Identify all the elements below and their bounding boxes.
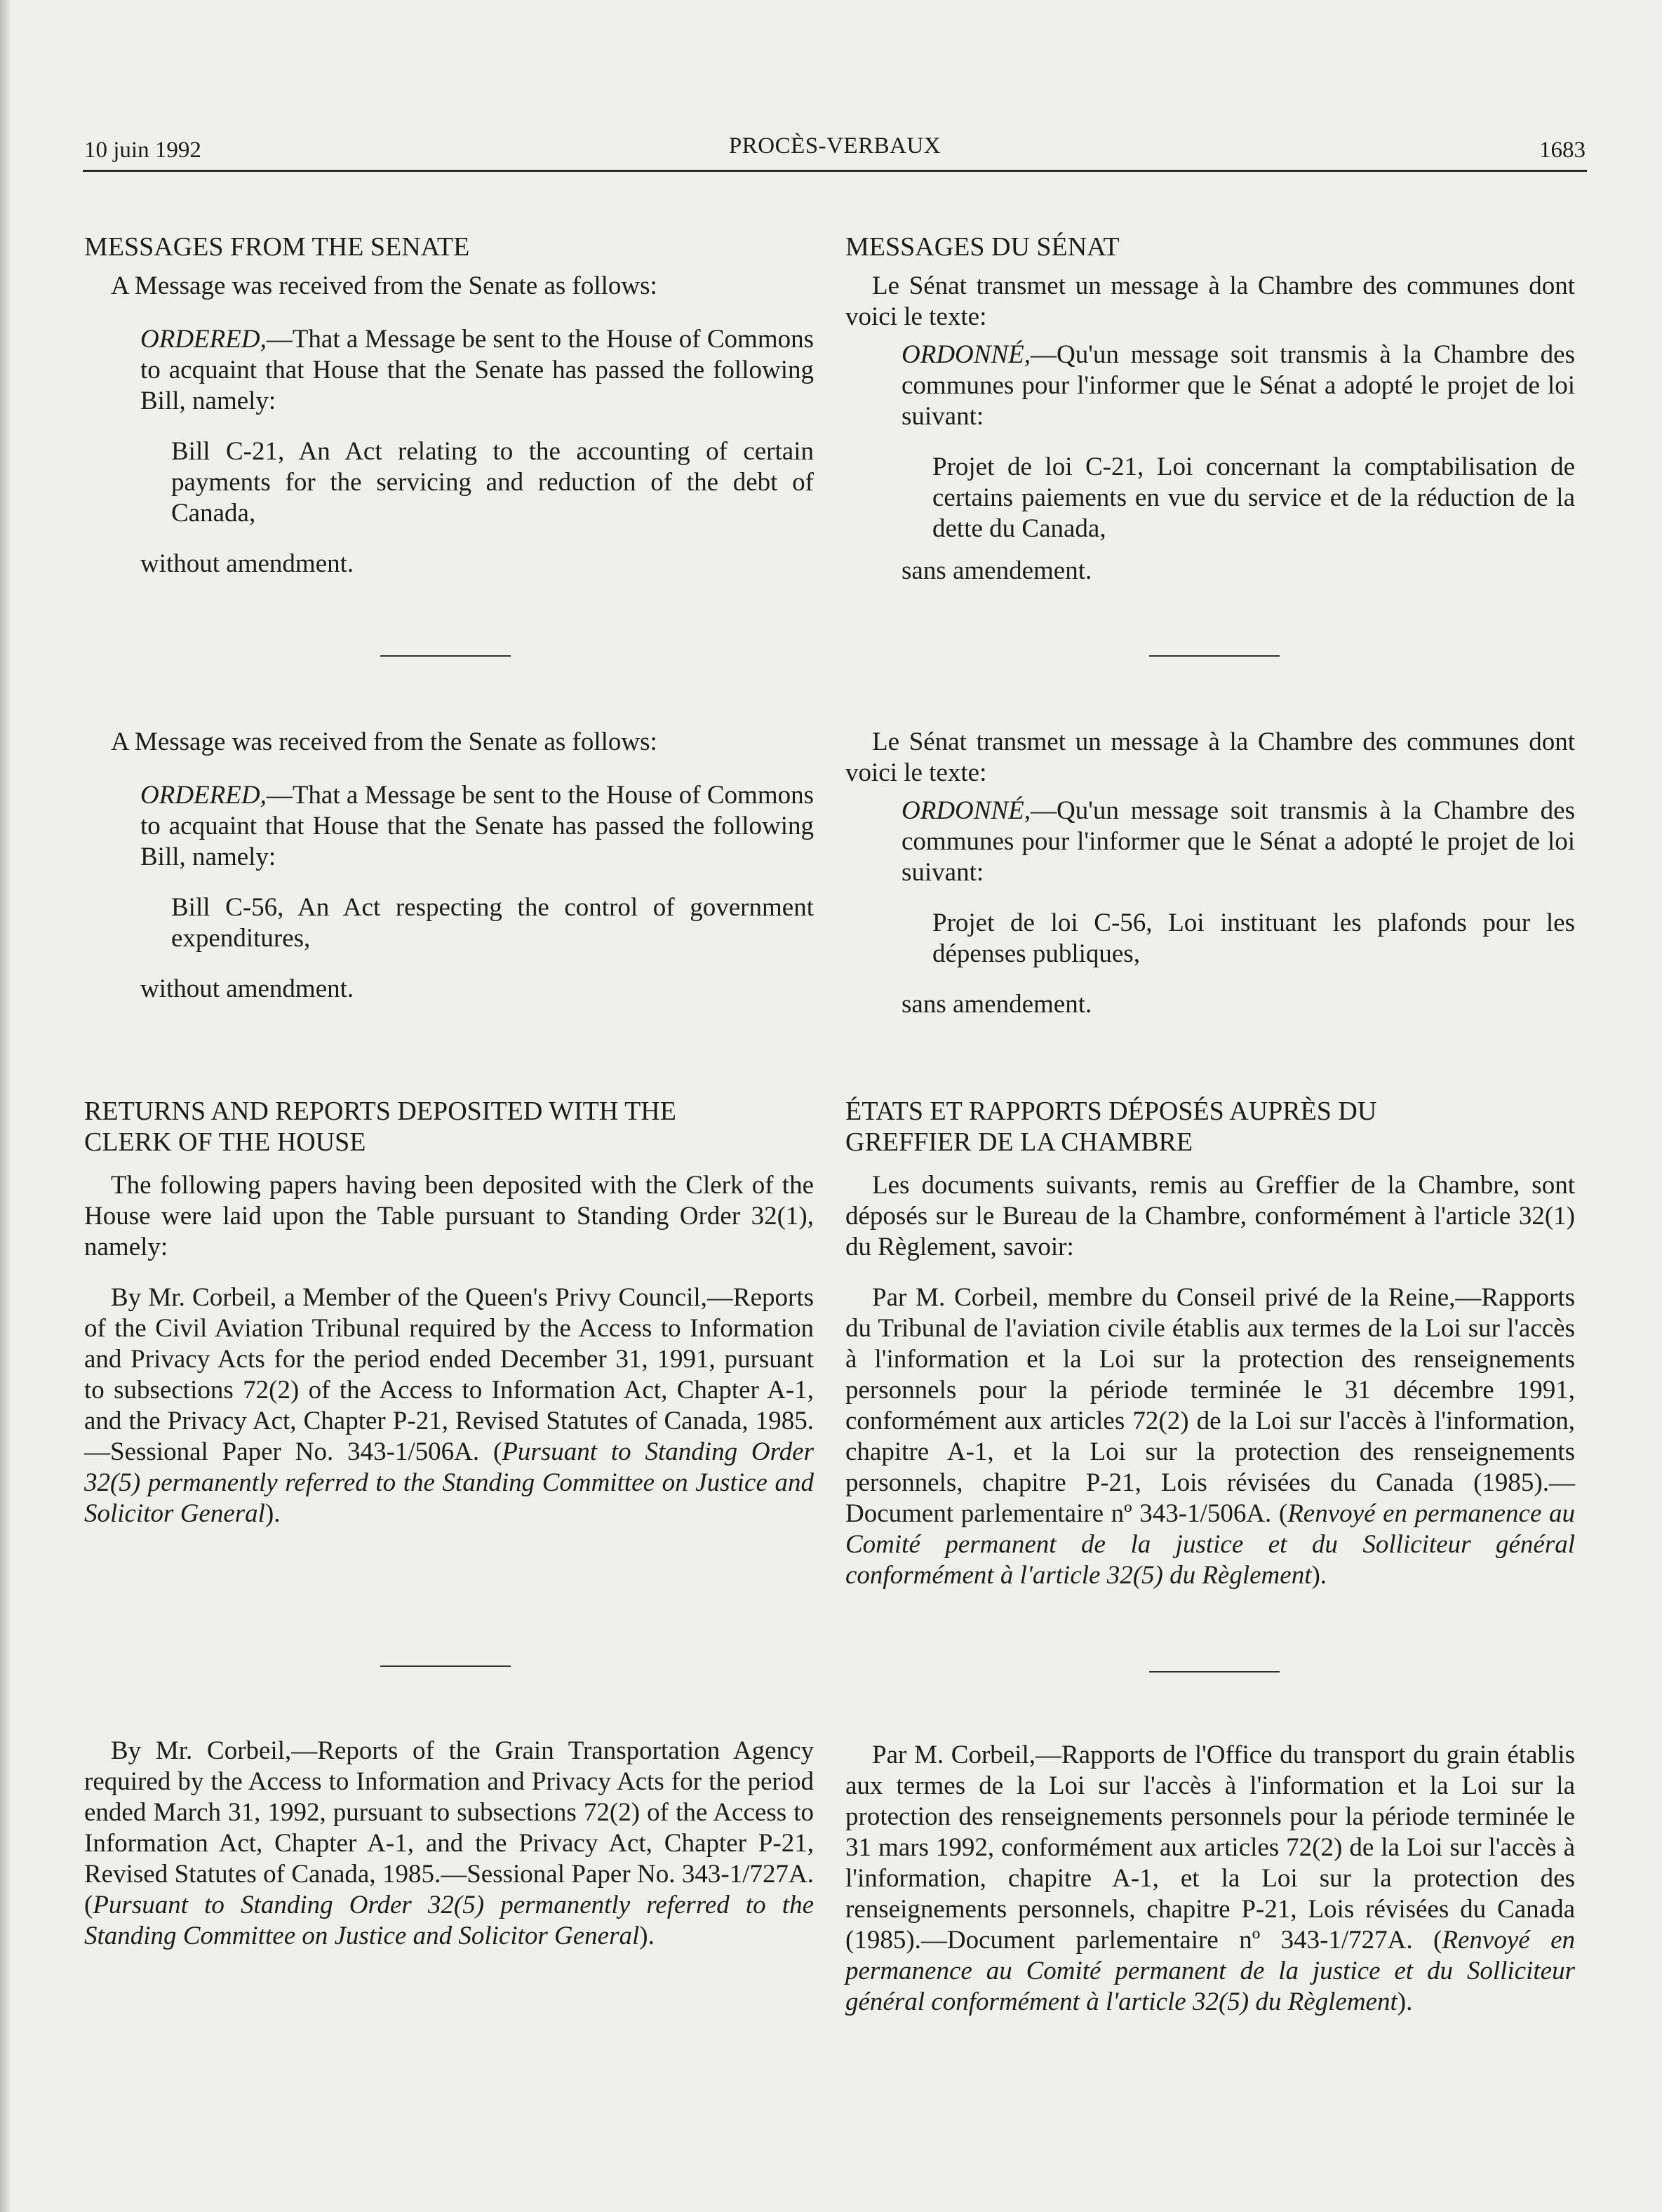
right-returns-intro: Les documents suivants, remis au Greffier de la Chambre, sont déposés sur le Bureau de la Chambre, conformément à l'article 32(1) du Règlement, savoir: [845, 1171, 1575, 1261]
left-returns-heading [84, 1096, 814, 1158]
right-returns-heading [845, 1096, 1575, 1158]
left-report-paragraph-1 [84, 1282, 814, 1529]
right-report-2-referral: Renvoyé en permanence au Comité permanent de la justice et du Solliciteur général conformément à l'article 32(5) du Règlement [845, 1926, 1575, 2016]
right-separator-2 [1149, 1671, 1280, 1673]
right-closing: sans amendement. [902, 556, 1092, 585]
page-header [84, 133, 1586, 173]
right-report-2-end: ). [1397, 1988, 1413, 2016]
left-message-intro: A Message was received from the Senate as follows: [111, 728, 657, 756]
right-report-1-end: ). [1311, 1561, 1327, 1590]
left-section-heading: MESSAGES FROM THE SENATE [84, 232, 470, 262]
right-report-1-referral: Renvoyé en permanence au Comité permanent de la justice et du Solliciteur général conformément à l'article 32(5) du Règlement [845, 1499, 1575, 1590]
left-returns-reports [84, 1096, 814, 1529]
left-closing: without amendment. [140, 974, 354, 1003]
right-report-1-text: Par M. Corbeil, membre du Conseil privé de la Reine,—Rapports du Tribunal de l'aviation civile établis aux termes de la Loi sur l'accès à l'information et la Loi sur la protection des renseignements personnels pour la période terminée le 31 décembre 1991, conformément aux articles 72(2) de la Loi sur l'accès à l'information, chapitre A-1, et la Loi sur la protection des renseignements personnels, chapitre P-21, Lois révisées du Canada (1985).—Document parlementaire nº 343-1/506A. ( [845, 1283, 1575, 1528]
left-report-1-referral: Pursuant to Standing Order 32(5) permanently referred to the Standing Committee on Justice and Solicitor General [84, 1437, 814, 1528]
right-bill-text: Projet de loi C-56, Loi instituant les plafonds pour les dépenses publiques, [932, 909, 1575, 968]
left-bill-text: Bill C-21, An Act relating to the accounting of certain payments for the servicing and reduction of the debt of Canada, [171, 437, 814, 528]
left-bill-text: Bill C-56, An Act respecting the control of government expenditures, [171, 893, 814, 953]
header-date: 10 juin 1992 [84, 138, 201, 163]
left-report-paragraph-2 [84, 1736, 814, 1952]
right-returns-heading-line2: GREFFIER DE LA CHAMBRE [845, 1127, 1193, 1157]
right-returns-reports [845, 1096, 1575, 1591]
right-report-paragraph-2 [845, 1740, 1575, 2018]
left-separator-1 [380, 655, 511, 657]
right-section-heading: MESSAGES DU SÉNAT [845, 232, 1120, 262]
right-closing: sans amendement. [902, 990, 1092, 1019]
left-report-2-referral: Pursuant to Standing Order 32(5) permanently referred to the Standing Committee on Justice and Solicitor General [84, 1891, 814, 1950]
right-report-paragraph-1 [845, 1282, 1575, 1591]
right-report-block-2 [845, 1740, 1575, 2018]
left-ordered-label: ORDERED, [140, 781, 267, 810]
left-report-1-end: ). [264, 1499, 281, 1528]
left-closing: without amendment. [140, 549, 354, 578]
page-edge [0, 0, 10, 2212]
right-ordered-label: ORDONNÉ, [902, 340, 1031, 369]
right-separator-1 [1149, 655, 1280, 657]
right-ordered-paragraph [845, 340, 1575, 432]
left-ordered-label: ORDERED, [140, 325, 267, 354]
left-ordered-text: —That a Message be sent to the House of Commons to acquaint that House that the Senate has passed the following Bill, namely: [140, 781, 814, 871]
right-report-2-text: Par M. Corbeil,—Rapports de l'Office du transport du grain établis aux termes de la Loi sur l'accès à l'information et la Loi sur la protection des renseignements personnels pour la période terminée le 31 mars 1992, conformément aux articles 72(2) de la Loi sur l'accès à l'information, chapitre A-1, et la Loi sur la protection des renseignements personnels, chapitre P-21, Lois révisées du Canada (1985).—Document parlementaire nº 343-1/727A. ( [845, 1741, 1575, 1955]
header-title: PROCÈS-VERBAUX [728, 133, 941, 159]
left-returns-intro: The following papers having been deposited with the Clerk of the House were laid upon the Table pursuant to Standing Order 32(1), namely: [84, 1171, 814, 1261]
right-senate-message-1 [845, 232, 1575, 586]
header-rule [83, 170, 1587, 172]
left-ordered-text: —That a Message be sent to the House of Commons to acquaint that House that the Senate has passed the following Bill, namely: [140, 325, 814, 415]
left-message-intro: A Message was received from the Senate as follows: [111, 272, 657, 300]
left-report-2-end: ). [639, 1922, 655, 1950]
left-senate-message-2 [84, 727, 814, 1005]
left-returns-heading-line2: CLERK OF THE HOUSE [84, 1127, 366, 1157]
right-message-intro: Le Sénat transmet un message à la Chambre des communes dont voici le texte: [845, 272, 1575, 331]
page-number: 1683 [1539, 138, 1586, 163]
left-report-block-2 [84, 1736, 814, 1952]
left-senate-message-1 [84, 232, 814, 579]
right-ordered-paragraph [845, 796, 1575, 888]
right-senate-message-2 [845, 727, 1575, 1020]
left-returns-heading-line1: RETURNS AND REPORTS DEPOSITED WITH THE [84, 1097, 676, 1126]
right-bill-text: Projet de loi C-21, Loi concernant la comptabilisation de certains paiements en vue du service et de la réduction de la dette du Canada, [932, 453, 1575, 543]
right-ordered-label: ORDONNÉ, [902, 796, 1031, 825]
right-ordered-text: —Qu'un message soit transmis à la Chambre des communes pour l'informer que le Sénat a adopté le projet de loi suivant: [902, 340, 1575, 431]
right-ordered-text: —Qu'un message soit transmis à la Chambre des communes pour l'informer que le Sénat a adopté le projet de loi suivant: [902, 796, 1575, 887]
left-separator-2 [380, 1665, 511, 1667]
left-ordered-paragraph [84, 780, 814, 873]
left-report-1-text: By Mr. Corbeil, a Member of the Queen's Privy Council,—Reports of the Civil Aviation Tribunal required by the Access to Information and Privacy Acts for the period ended December 31, 1991, pursuant to subsections 72(2) of the Access to Information Act, Chapter A-1, and the Privacy Act, Chapter P-21, Revised Statutes of Canada, 1985.—Sessional Paper No. 343-1/506A. ( [84, 1283, 814, 1466]
left-ordered-paragraph [84, 324, 814, 417]
right-message-intro: Le Sénat transmet un message à la Chambre des communes dont voici le texte: [845, 728, 1575, 787]
left-report-2-text: By Mr. Corbeil,—Reports of the Grain Transportation Agency required by the Access to Information and Privacy Acts for the period ended March 31, 1992, pursuant to subsections 72(2) of the Access to Information Act, Chapter A-1, and the Privacy Act, Chapter P-21, Revised Statutes of Canada, 1985.—Sessional Paper No. 343-1/727A. ( [84, 1736, 814, 1919]
right-returns-heading-line1: ÉTATS ET RAPPORTS DÉPOSÉS AUPRÈS DU [845, 1097, 1377, 1126]
